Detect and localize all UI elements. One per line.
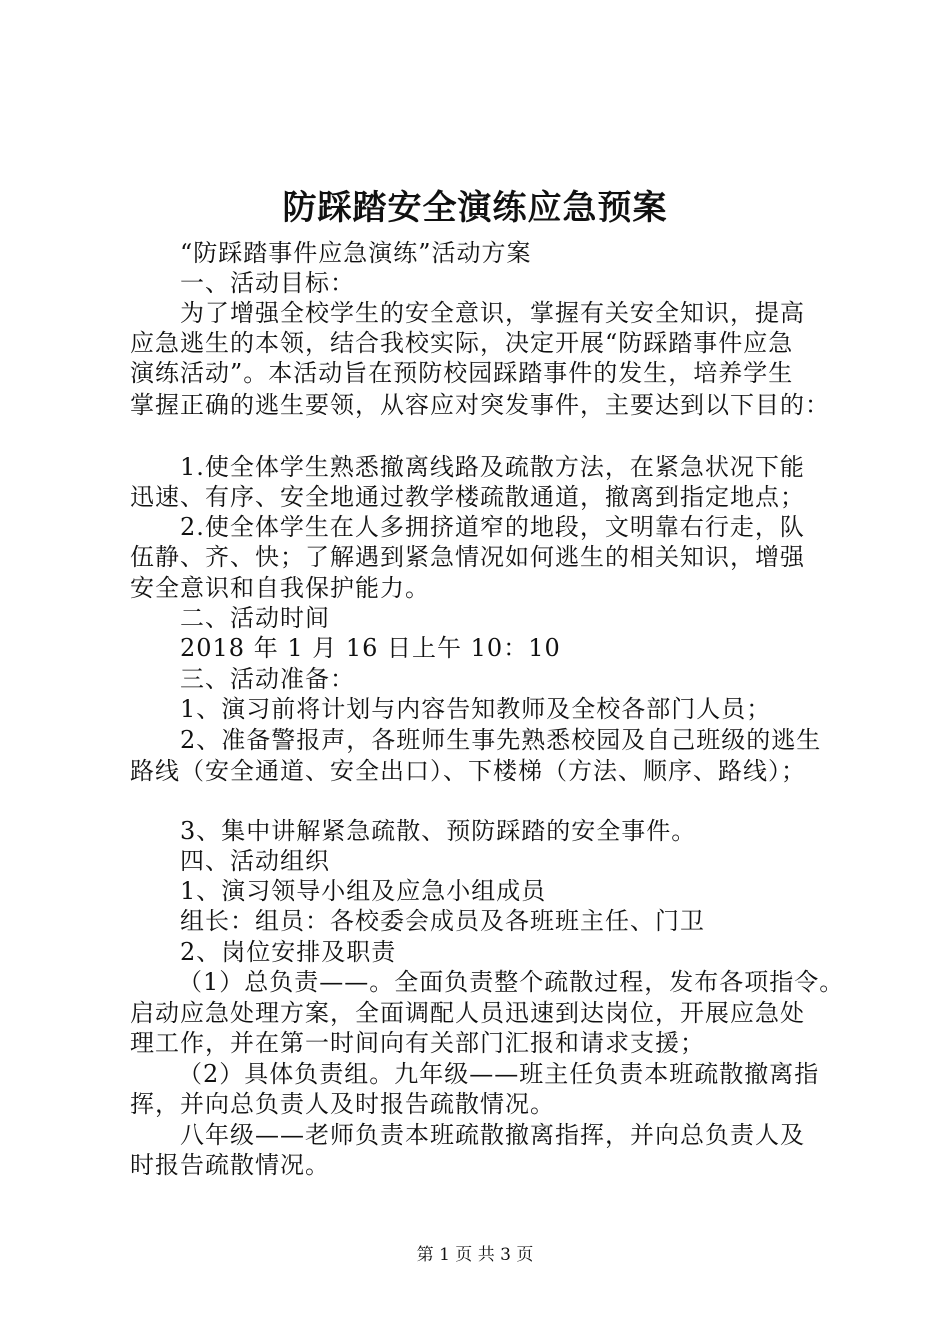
paragraph-line: 启动应急处理方案，全面调配人员迅速到达岗位，开展应急处 — [130, 999, 805, 1027]
section-heading: 四、活动组织 — [180, 847, 330, 875]
page-title: 防踩踏安全演练应急预案 — [282, 188, 668, 228]
paragraph-line: 组长：组员：各校委会成员及各班班主任、门卫 — [180, 907, 705, 935]
section-heading: 三、活动准备： — [180, 665, 355, 693]
paragraph-line: 理工作，并在第一时间向有关部门汇报和请求支援； — [130, 1029, 705, 1057]
date-line: 2018 年 1 月 16 日上午 10：10 — [180, 634, 561, 662]
paragraph-line: 挥，并向总负责人及时报告疏散情况。 — [130, 1090, 555, 1118]
paragraph-line: 时报告疏散情况。 — [130, 1151, 330, 1179]
paragraph-line: 1、演习领导小组及应急小组成员 — [180, 877, 547, 905]
section-heading: 一、活动目标： — [180, 269, 355, 297]
paragraph-line: 3、集中讲解紧急疏散、预防踩踏的安全事件。 — [180, 817, 697, 845]
page-footer: 第 1 页 共 3 页 — [416, 1245, 534, 1265]
paragraph-line: （2）具体负责组。九年级——班主任负责本班疏散撤离指 — [178, 1060, 820, 1088]
paragraph-line: 应急逃生的本领，结合我校实际，决定开展“防踩踏事件应急 — [130, 329, 794, 357]
section-heading: 二、活动时间 — [180, 604, 330, 632]
paragraph-line: 掌握正确的逃生要领，从容应对突发事件，主要达到以下目的： — [130, 391, 830, 419]
subtitle: “防踩踏事件应急演练”活动方案 — [180, 239, 532, 267]
paragraph-line: 演练活动”。本活动旨在预防校园踩踏事件的发生，培养学生 — [130, 359, 794, 387]
paragraph-line: 2、岗位安排及职责 — [180, 938, 397, 966]
paragraph-line: 迅速、有序、安全地通过教学楼疏散通道，撤离到指定地点； — [130, 483, 805, 511]
paragraph-line: 伍静、齐、快；了解遇到紧急情况如何逃生的相关知识，增强 — [130, 543, 805, 571]
paragraph-line: 安全意识和自我保护能力。 — [130, 574, 430, 602]
paragraph-line: 八年级——老师负责本班疏散撤离指挥，并向总负责人及 — [180, 1121, 805, 1149]
paragraph-line: 路线（安全通道、安全出口）、下楼梯（方法、顺序、路线）； — [130, 757, 806, 785]
paragraph-line: 1、演习前将计划与内容告知教师及全校各部门人员； — [180, 695, 772, 723]
paragraph-line: 1.使全体学生熟悉撤离线路及疏散方法，在紧急状况下能 — [180, 453, 805, 481]
paragraph-line: 为了增强全校学生的安全意识，掌握有关安全知识，提高 — [180, 299, 805, 327]
paragraph-line: 2、准备警报声，各班师生事先熟悉校园及自己班级的逃生 — [180, 726, 822, 754]
paragraph-line: 2.使全体学生在人多拥挤道窄的地段，文明靠右行走，队 — [180, 513, 805, 541]
paragraph-line: （1）总负责——。全面负责整个疏散过程，发布各项指令。 — [178, 968, 845, 996]
